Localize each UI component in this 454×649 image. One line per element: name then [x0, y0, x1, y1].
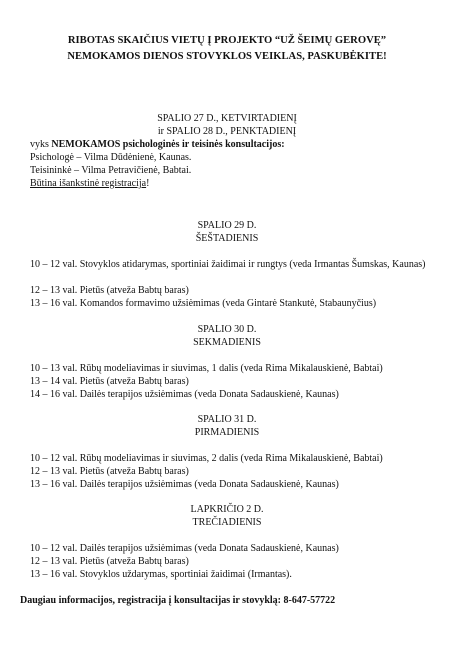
day-date: SPALIO 31 D.	[197, 414, 257, 425]
consult-date-2: ir SPALIO 28 D., PENKTADIENĮ	[157, 126, 297, 137]
day-weekday: PIRMADIENIS	[194, 427, 260, 438]
registration-note: Būtina išankstinė registracija	[30, 178, 147, 189]
day-weekday: SEKMADIENIS	[193, 337, 261, 348]
registration-note-end: !	[146, 178, 150, 189]
schedule-item: 10 – 12 val. Rūbų modeliavimas ir siuvimas, 2 dalis (veda Rima Mikalauskienė, Babtai)	[30, 453, 383, 464]
contact-footer: Daugiau informacijos, registracija į konsultacijas ir stovyklą: 8-647-57722	[20, 595, 336, 606]
schedule-item: 10 – 12 val. Stovyklos atidarymas, sportiniai žaidimai ir rungtys (veda Irmantas Šumskas, Kaunas)	[30, 259, 426, 270]
consult-registration	[30, 177, 149, 190]
day-weekday: TREČIADIENIS	[192, 517, 262, 528]
schedule-item: 13 – 16 val. Komandos formavimo užsiėmimas (veda Gintarė Stankutė, Stabaunyčius)	[30, 298, 377, 309]
schedule-item: 10 – 12 val. Dailės terapijos užsiėmimas (veda Donata Sadauskienė, Kaunas)	[30, 543, 339, 554]
day-date: SPALIO 30 D.	[197, 324, 257, 335]
schedule-item: 12 – 13 val. Pietūs (atveža Babtų baras)	[30, 556, 189, 567]
schedule-item: 12 – 13 val. Pietūs (atveža Babtų baras)	[30, 466, 189, 477]
consult-intro	[30, 138, 285, 151]
consult-lawyer: Teisininkė – Vilma Petravičienė, Babtai.	[30, 165, 192, 176]
day-weekday: ŠEŠTADIENIS	[195, 233, 259, 244]
consult-intro-prefix: vyks	[30, 139, 52, 150]
schedule-item: 13 – 16 val. Stovyklos uždarymas, sportiniai žaidimai (Irmantas).	[30, 569, 292, 580]
schedule-item: 13 – 14 val. Pietūs (atveža Babtų baras)	[30, 376, 189, 387]
consult-psychologist: Psichologė – Vilma Dūdėnienė, Kaunas.	[30, 152, 192, 163]
consult-intro-bold: NEMOKAMOS psichologinės ir teisinės konsultacijos:	[51, 139, 285, 150]
schedule-item: 12 – 13 val. Pietūs (atveža Babtų baras)	[30, 285, 189, 296]
day-date: LAPKRIČIO 2 D.	[190, 504, 264, 515]
schedule-item: 14 – 16 val. Dailės terapijos užsiėmimas (veda Donata Sadauskienė, Kaunas)	[30, 389, 339, 400]
schedule-item: 13 – 16 val. Dailės terapijos užsiėmimas (veda Donata Sadauskienė, Kaunas)	[30, 479, 339, 490]
schedule-item: 10 – 13 val. Rūbų modeliavimas ir siuvimas, 1 dalis (veda Rima Mikalauskienė, Babtai)	[30, 363, 383, 374]
day-date: SPALIO 29 D.	[197, 220, 257, 231]
headline-free-camp: NEMOKAMOS DIENOS STOVYKLOS VEIKLAS, PASKUBĖKITE!	[67, 51, 387, 62]
headline-limited-places: RIBOTAS SKAIČIUS VIETŲ Į PROJEKTO “UŽ ŠEIMŲ GEROVĘ”	[67, 35, 387, 46]
consult-date-1: SPALIO 27 D., KETVIRTADIENĮ	[157, 113, 297, 124]
